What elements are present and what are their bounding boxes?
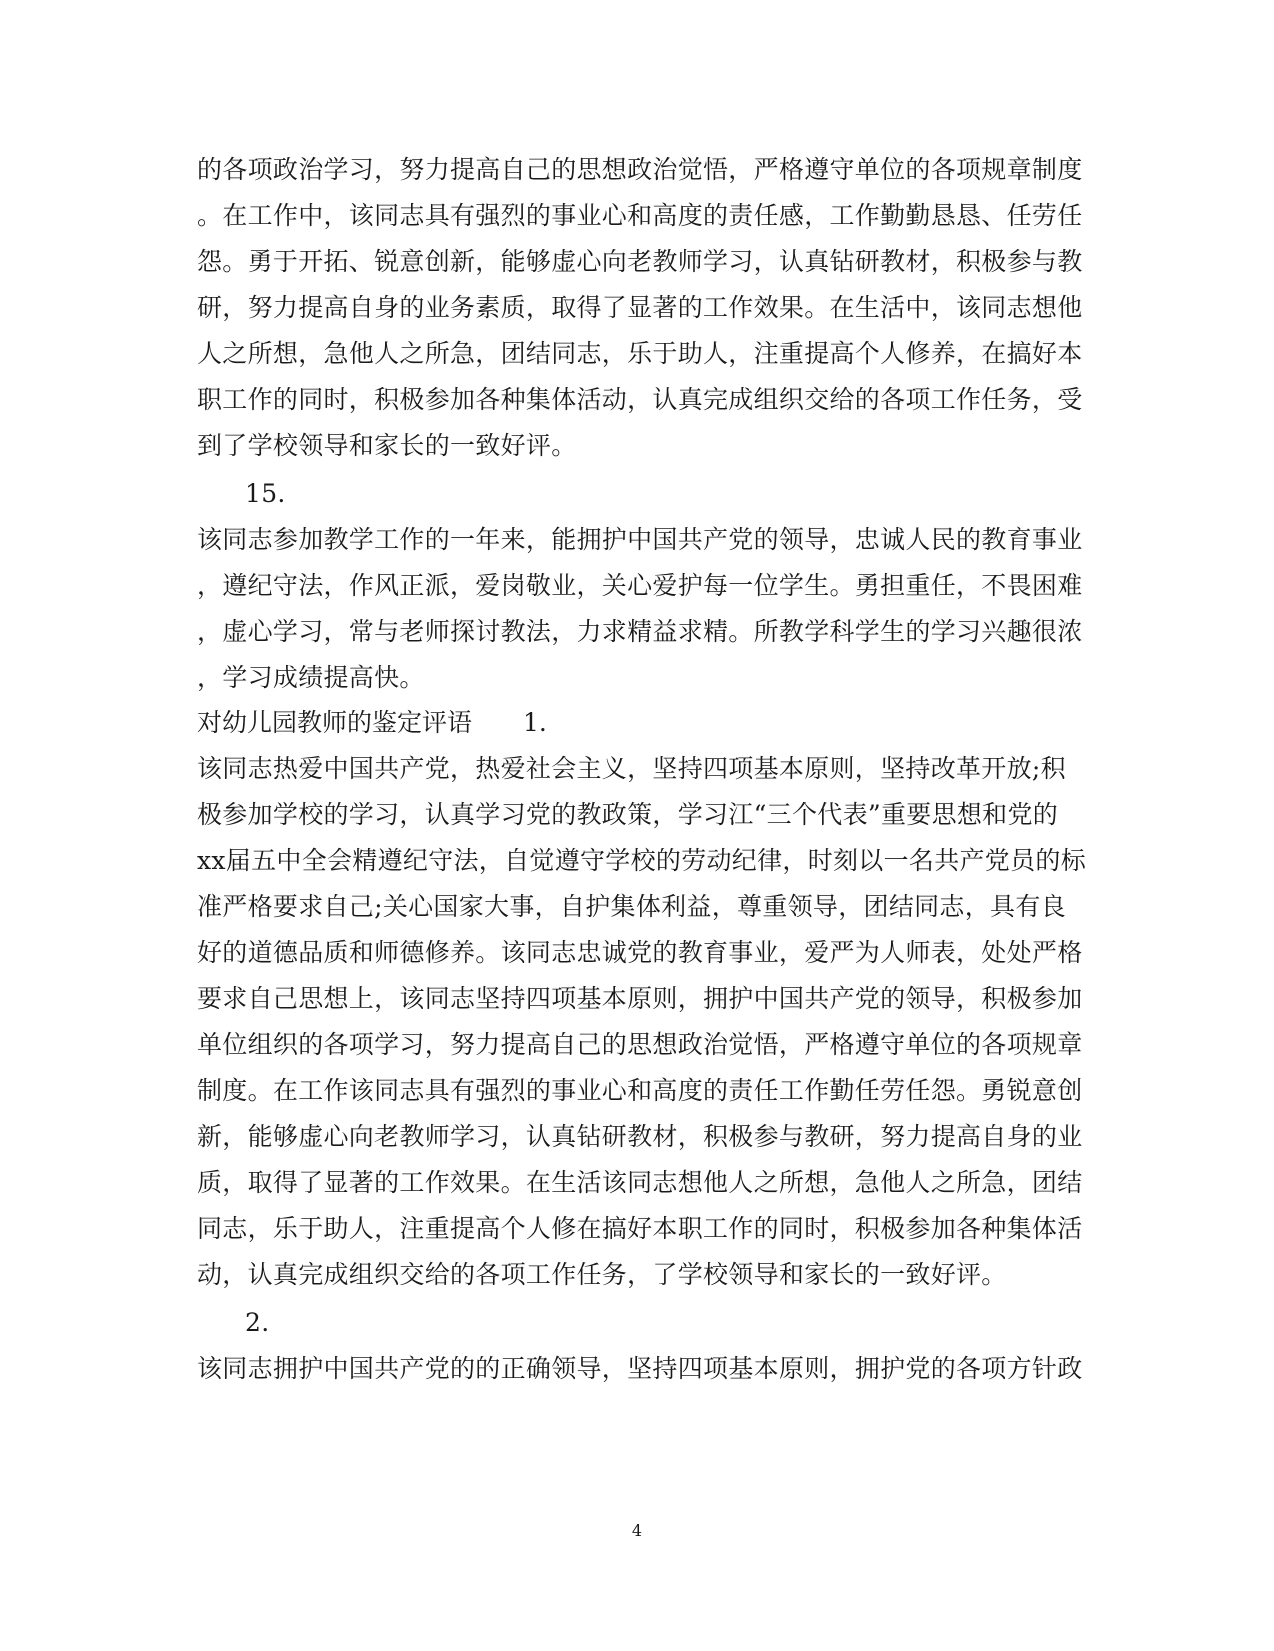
paragraph-line: 同志，乐于助人，注重提高个人修在搞好本职工作的同时，积极参加各种集体活 [197,1214,1083,1243]
paragraph-line: 质，取得了显著的工作效果。在生活该同志想他人之所想，急他人之所急，团结 [197,1168,1083,1197]
heading-title: 对幼儿园教师的鉴定评语 [197,708,473,737]
paragraph-line: 该同志拥护中国共产党的的正确领导，坚持四项基本原则，拥护党的各项方针政 [197,1354,1083,1383]
paragraph-line: 制度。在工作该同志具有强烈的事业心和高度的责任工作勤任劳任怨。勇锐意创 [197,1076,1083,1105]
page-number: 4 [631,1521,643,1540]
paragraph-line: ，学习成绩提高快。 [197,663,425,692]
heading-number: 1. [523,708,547,737]
paragraph-line: 极参加学校的学习，认真学习党的教政策，学习江“三个代表”重要思想和党的 [197,800,1059,829]
paragraph-line: 要求自己思想上，该同志坚持四项基本原则，拥护中国共产党的领导，积极参加 [197,984,1083,1013]
paragraph-line: 怨。勇于开拓、锐意创新，能够虚心向老教师学习，认真钻研教材，积极参与教 [197,247,1083,276]
paragraph-line: 职工作的同时，积极参加各种集体活动，认真完成组织交给的各项工作任务，受 [197,385,1083,414]
paragraph-line: 的各项政治学习，努力提高自己的思想政治觉悟，严格遵守单位的各项规章制度 [197,155,1083,184]
paragraph-line: 。在工作中，该同志具有强烈的事业心和高度的责任感，工作勤勤恳恳、任劳任 [197,201,1083,230]
paragraph-line: 单位组织的各项学习，努力提高自己的思想政治觉悟，严格遵守单位的各项规章 [197,1030,1083,1059]
section-heading [197,708,547,738]
section-number: 15. [245,479,286,508]
paragraph-line: 研，努力提高自身的业务素质，取得了显著的工作效果。在生活中，该同志想他 [197,293,1083,322]
paragraph-line: 该同志热爱中国共产党，热爱社会主义，坚持四项基本原则，坚持改革开放;积 [197,754,1066,783]
section-number: 2. [245,1308,270,1337]
paragraph-line: ，虚心学习，常与老师探讨教法，力求精益求精。所教学科学生的学习兴趣很浓 [197,617,1083,646]
paragraph-line: 人之所想，急他人之所急，团结同志，乐于助人，注重提高个人修养，在搞好本 [197,339,1083,368]
paragraph-line: 该同志参加教学工作的一年来，能拥护中国共产党的领导，忠诚人民的教育事业 [197,525,1083,554]
paragraph-line: xx届五中全会精遵纪守法，自觉遵守学校的劳动纪律，时刻以一名共产党员的标 [197,846,1087,875]
paragraph-line: 动，认真完成组织交给的各项工作任务，了学校领导和家长的一致好评。 [197,1260,1007,1289]
paragraph-line: 准严格要求自己;关心国家大事，自护集体利益，尊重领导，团结同志，具有良 [197,892,1066,921]
paragraph-line: 好的道德品质和师德修养。该同志忠诚党的教育事业，爱严为人师表，处处严格 [197,938,1083,967]
paragraph-line: ，遵纪守法，作风正派，爱岗敬业，关心爱护每一位学生。勇担重任，不畏困难 [197,571,1083,600]
paragraph-line: 到了学校领导和家长的一致好评。 [197,431,577,460]
paragraph-line: 新，能够虚心向老教师学习，认真钻研教材，积极参与教研，努力提高自身的业 [197,1122,1083,1151]
